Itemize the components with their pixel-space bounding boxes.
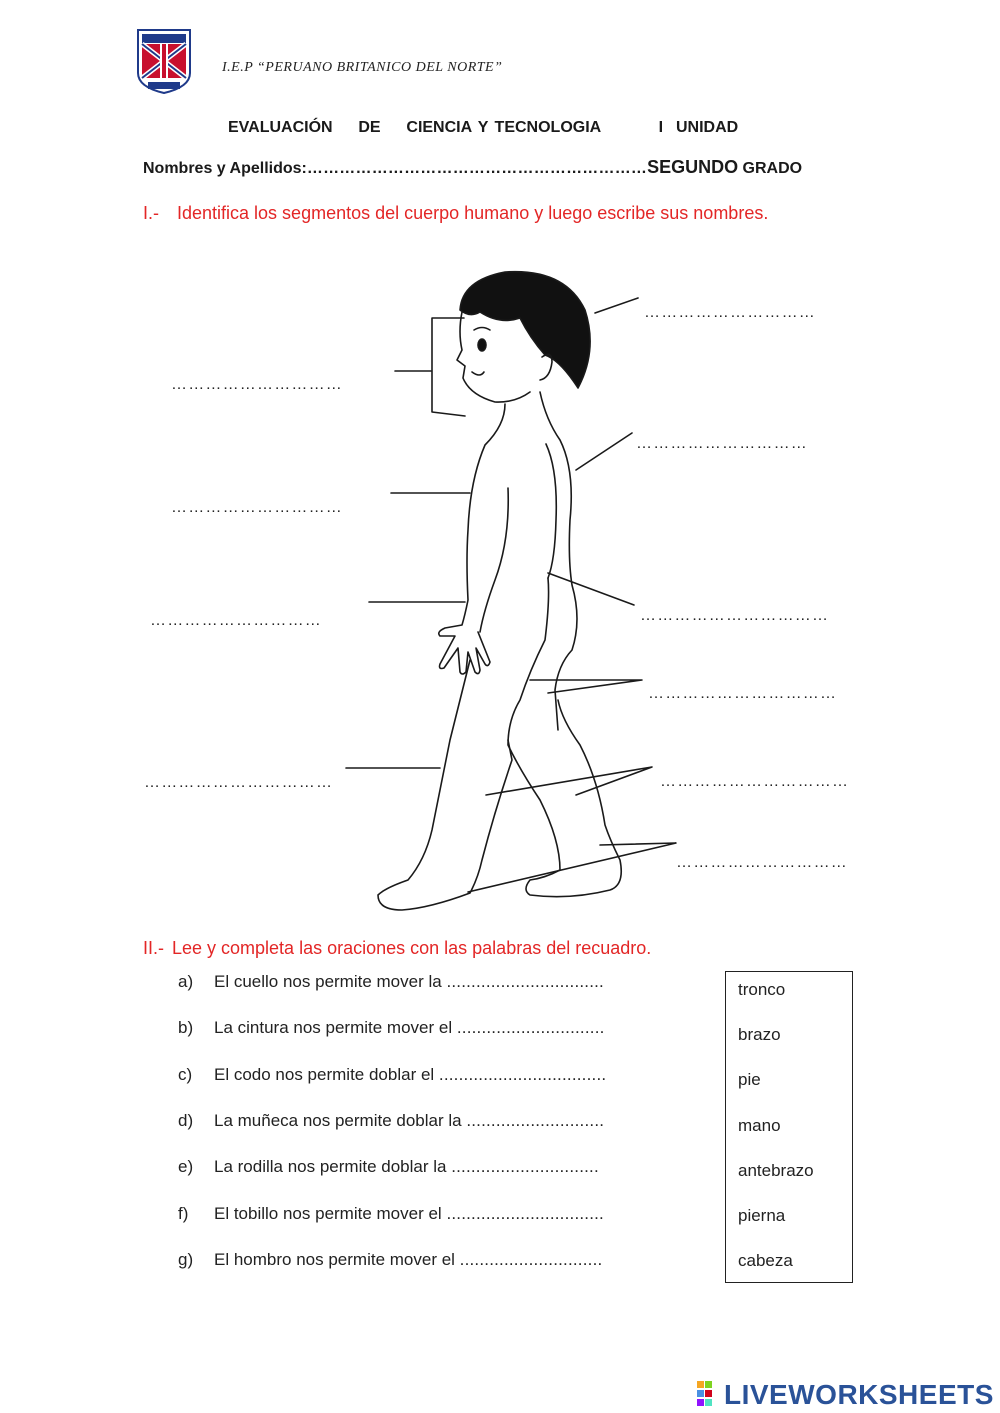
grade-label-1: SEGUNDO [647,157,739,177]
word-bank-item: mano [738,1116,781,1135]
question-label: f) [178,1204,189,1223]
word-bank-item: tronco [738,980,786,999]
question-a [178,972,604,992]
question-g [178,1250,602,1270]
school-name: I.E.P “PERUANO BRITANICO DEL NORTE” [222,60,503,75]
name-line [143,157,802,178]
section1-number: I.- [143,203,159,223]
question-label: d) [178,1111,194,1130]
word-bank [725,971,853,1283]
answer-blank[interactable]: ............................. [459,1250,603,1269]
exam-title: EVALUACIÓN DE CIENCIA Y TECNOLOGIA I UNIDAD [228,119,739,136]
section2-number: II.- [143,938,164,958]
body-blank-1[interactable]: ………………………… [644,304,816,321]
word-bank-item: cabeza [738,1251,793,1270]
question-label: e) [178,1157,194,1176]
question-text: El codo nos permite doblar el [214,1065,439,1084]
word-bank-item: pierna [738,1206,786,1225]
liveworksheets-logo-text: LIVEWORKSHEETS [724,1379,994,1410]
section2-instruction: Lee y completa las oraciones con las palabras del recuadro. [172,938,652,958]
answer-blank[interactable]: ................................ [446,1204,604,1223]
question-text: El cuello nos permite mover la [214,972,447,991]
question-label: a) [178,972,194,991]
question-c [178,1065,606,1085]
human-body-diagram [340,265,685,920]
word-bank-item: antebrazo [738,1161,814,1180]
grade-label-2: GRADO [738,160,803,177]
question-text: El hombro nos permite mover el [214,1250,460,1269]
question-label: c) [178,1065,193,1084]
question-text: La cintura nos permite mover el [214,1018,457,1037]
question-text: La rodilla nos permite doblar la [214,1157,452,1176]
question-label: g) [178,1250,194,1269]
question-f [178,1204,604,1224]
question-e [178,1157,599,1177]
name-label: Nombres y Apellidos: [143,160,307,177]
question-text: El tobillo nos permite mover el [214,1204,447,1223]
answer-blank[interactable]: .............................. [451,1157,599,1176]
section1-instruction: Identifica los segmentos del cuerpo humano y luego escribe sus nombres. [177,203,769,223]
body-blank-3[interactable]: ………………………… [636,435,808,452]
body-blank-5[interactable]: …………………………… [640,607,830,624]
school-crest-logo [134,27,194,99]
question-d [178,1111,604,1131]
body-blank-4[interactable]: ………………………… [171,499,343,516]
liveworksheets-icon [697,1381,721,1407]
body-blank-10[interactable]: ………………………… [676,854,848,871]
answer-blank[interactable]: .................................. [438,1065,607,1084]
answer-blank[interactable]: ................................ [446,972,604,991]
body-blank-9[interactable]: …………………………… [660,773,850,790]
body-blank-7[interactable]: …………………………… [648,685,838,702]
word-bank-item: pie [738,1070,761,1089]
body-blank-6[interactable]: ………………………… [150,612,322,629]
name-field[interactable]: ……………………………………………………… [306,160,648,177]
question-b [178,1018,605,1038]
question-label: b) [178,1018,194,1037]
section2-heading [143,938,651,959]
section1-heading [143,203,768,224]
body-blank-2[interactable]: ………………………… [171,376,343,393]
word-bank-item: brazo [738,1025,781,1044]
body-blank-8[interactable]: …………………………… [144,774,334,791]
question-text: La muñeca nos permite doblar la [214,1111,467,1130]
answer-blank[interactable]: ............................ [466,1111,605,1130]
answer-blank[interactable]: .............................. [456,1018,605,1037]
